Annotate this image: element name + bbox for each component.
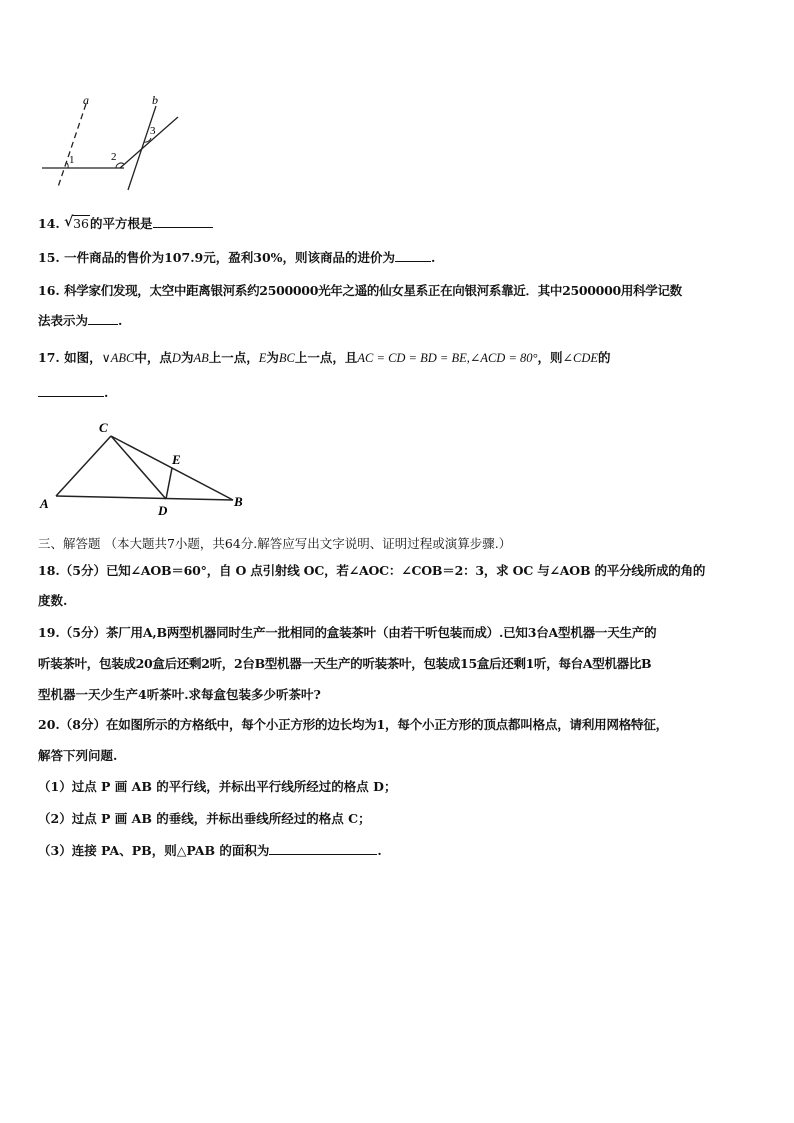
label-a: A (40, 496, 49, 511)
section-heading: 三、解答题 （本大题共7小题，共64分.解答应写出文字说明、证明过程或演算步骤.） (38, 536, 512, 551)
question-19-line-2: 听装茶叶，包装成20盒后还剩2听，2台B型机器一天生产的听装茶叶，包装成15盒后还剩1听，每台A型机器比B (38, 656, 652, 671)
label-c: C (99, 420, 108, 435)
question-number: 20. (38, 717, 60, 732)
question-text: （3）连接 PA、PB，则△PAB 的面积为 (38, 843, 270, 858)
score: （8分） (59, 717, 106, 732)
question-16-line-2 (38, 311, 758, 331)
math-point-e: E (258, 351, 267, 365)
segment-cd (111, 436, 166, 499)
answer-blank (395, 248, 431, 262)
question-text: 在如图所示的方格纸中，每个小正方形的边长均为1，每个小正方形的顶点都叫格点，请利用网格特征， (105, 717, 668, 732)
question-19-line-3: 型机器一天少生产4听茶叶.求每盒包装多少听茶叶? (38, 687, 321, 702)
question-14 (38, 214, 758, 234)
text-fragment: 为 (180, 350, 194, 365)
question-20-sub-3 (38, 841, 758, 861)
question-text: 科学家们发现，太空中距离银河系约2500000光年之遥的仙女星系正在向银河系靠近．其中2500000用科学记数 (64, 283, 682, 298)
question-text: 一件商品的售价为107.9元，盈利30%，则该商品的进价为 (64, 250, 396, 265)
question-number: 17. (38, 350, 60, 365)
question-20-line-1 (38, 715, 758, 735)
label-b: b (152, 93, 158, 107)
label-1: 1 (69, 154, 75, 166)
question-17 (38, 348, 758, 368)
question-20-sub-2: （2）过点 P 画 AB 的垂线，并标出垂线所经过的格点 C； (38, 811, 371, 826)
end-mark: . (118, 313, 123, 328)
math-segment-bc: BC (278, 351, 295, 365)
score: （5分） (59, 625, 106, 640)
parallel-lines-figure (38, 92, 188, 196)
question-20-sub-1: （1）过点 P 画 AB 的平行线，并标出平行线所经过的格点 D； (38, 779, 397, 794)
question-19-line-1 (38, 623, 758, 643)
sqrt-expression (64, 214, 90, 234)
end-mark: . (104, 385, 109, 400)
line-a (58, 104, 86, 187)
segment-ac (56, 436, 111, 496)
question-number: 18. (38, 563, 60, 578)
text-fragment: ，则 (537, 350, 563, 365)
question-text: 茶厂用A,B两型机器同时生产一批相同的盒装茶叶（由若干听包装而成）.已知3台A型机器一天生产的 (105, 625, 657, 640)
radicand: 36 (73, 216, 90, 231)
math-condition: AC = CD = BD = BE,∠ACD = 80° (357, 351, 538, 365)
label-2: 2 (111, 151, 117, 163)
text-fragment: 的 (598, 350, 611, 365)
question-18-line-1 (38, 561, 758, 581)
segment-de (166, 468, 172, 499)
text-fragment: 上一点，且 (294, 350, 358, 365)
question-text: 的平方根是 (90, 216, 153, 231)
math-angle-cde: ∠CDE (562, 351, 599, 365)
answer-blank (153, 214, 213, 228)
text-fragment: 为 (266, 350, 279, 365)
transversal (120, 117, 178, 168)
math-point-d: D (171, 351, 181, 365)
label-d: D (158, 503, 168, 518)
question-number: 16. (38, 283, 60, 298)
question-16-line-1 (38, 281, 758, 301)
answer-blank (269, 841, 377, 855)
question-text: 法表示为 (38, 313, 89, 328)
label-3: 3 (150, 125, 156, 137)
math-segment-ab: AB (193, 351, 209, 365)
angle-1-arc (66, 162, 68, 168)
question-number: 19. (38, 625, 60, 640)
question-20-line-2: 解答下列问题. (38, 748, 118, 763)
question-15 (38, 248, 758, 268)
text-fragment: 上一点， (208, 350, 259, 365)
math-triangle: ∨ABC (101, 351, 135, 365)
answer-blank (38, 383, 104, 397)
text-fragment: 中，点 (134, 350, 172, 365)
answer-blank (88, 311, 118, 325)
triangle-figure (38, 416, 253, 518)
segment-ab (56, 496, 233, 500)
question-number: 15. (38, 250, 60, 265)
label-e: E (172, 452, 181, 467)
end-mark: . (377, 843, 382, 858)
end-mark: . (431, 250, 436, 265)
question-18-line-2: 度数. (38, 593, 68, 608)
score: （5分） (59, 563, 106, 578)
label-b: B (234, 494, 243, 509)
question-17-line-2 (38, 383, 758, 403)
question-number: 14. (38, 216, 60, 231)
question-text: 已知∠AOB＝60°，自 O 点引射线 OC，若∠AOC：∠COB＝2：3，求 OC 与∠AOB 的平分线所成的角的 (105, 563, 706, 578)
radical-sign-icon: √ (64, 214, 74, 230)
text-fragment: 如图， (64, 350, 102, 365)
label-a: a (83, 93, 89, 107)
